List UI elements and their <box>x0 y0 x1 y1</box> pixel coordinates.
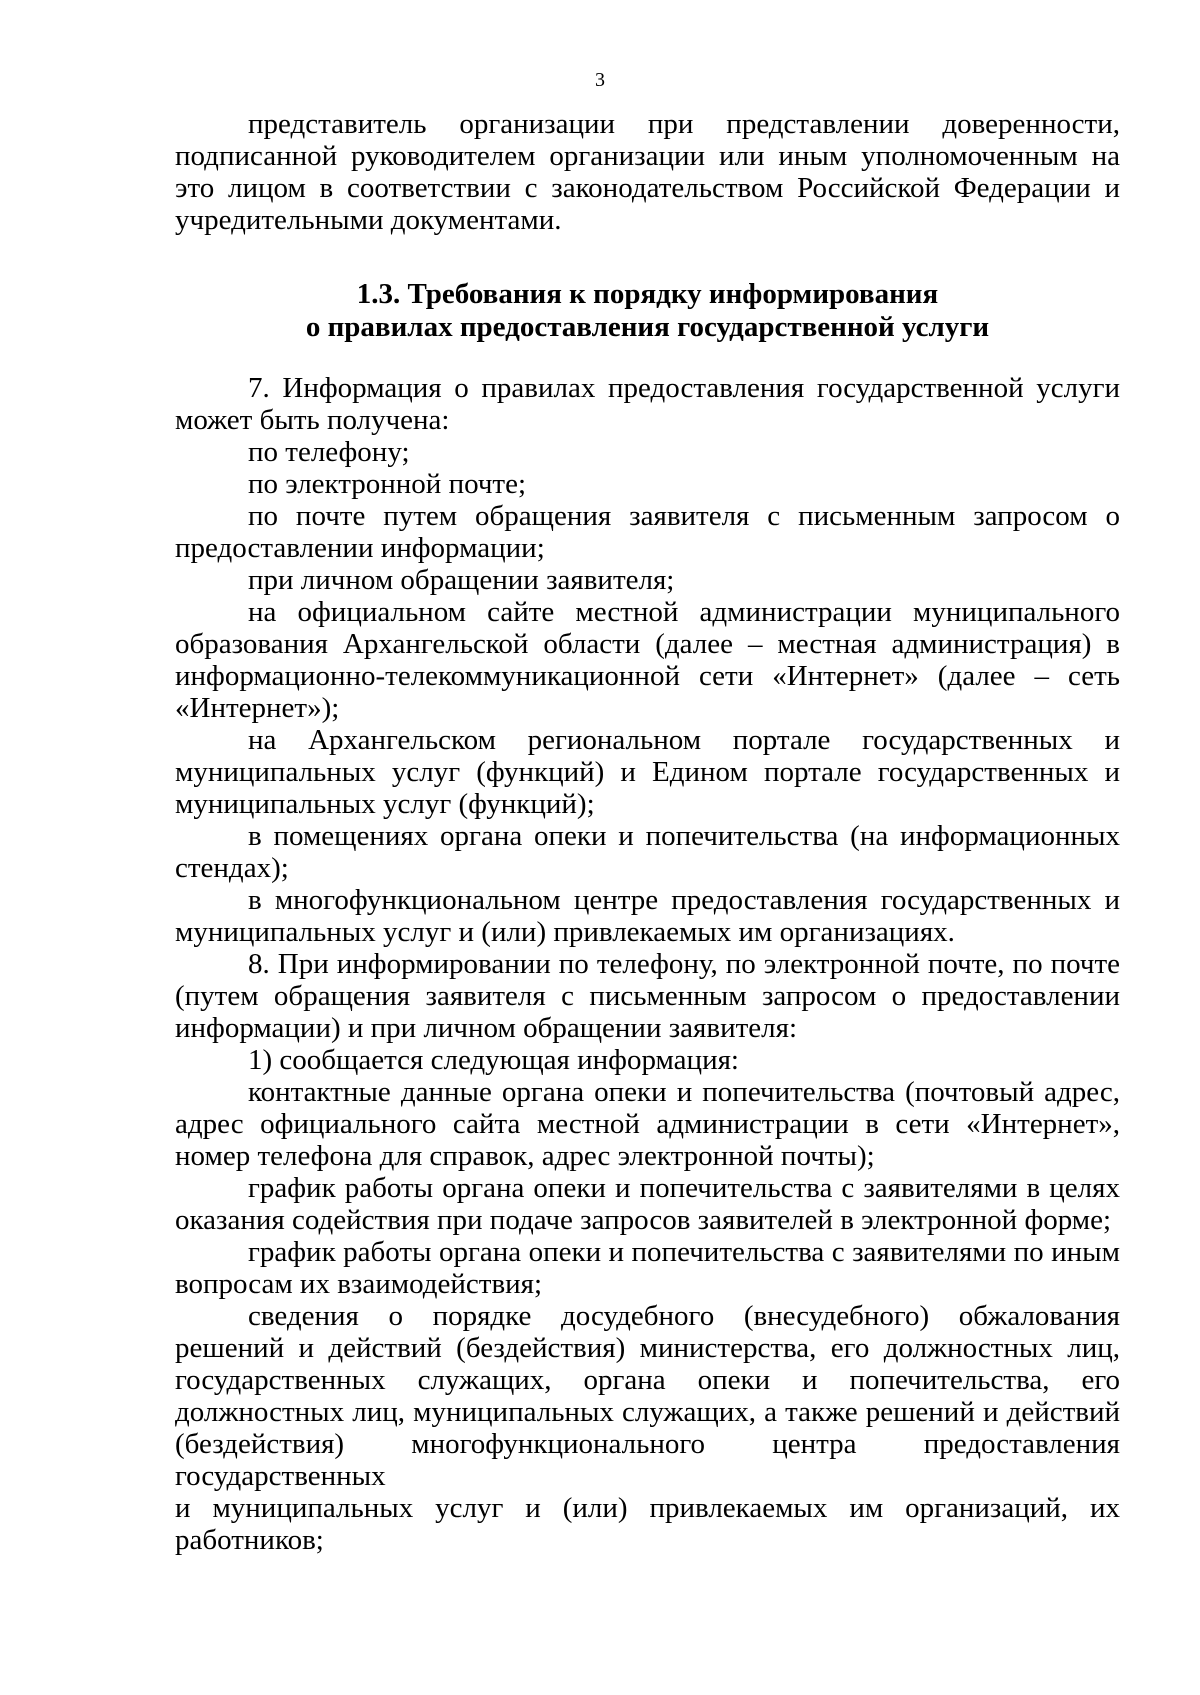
subitem-1: 1) сообщается следующая информация: <box>248 1044 739 1076</box>
list-item-personal: при личном обращении заявителя; <box>248 564 675 596</box>
section-heading-line-2: о правилах предоставления государственной услуги <box>305 311 990 343</box>
paragraph-8: 8. При информировании по телефону, по электронной почте, по почте (путем обращения заявителя с письменным запросом о предоставлении информации) и при личном обращении заявителя: <box>175 948 1120 1044</box>
list-item-portal: на Архангельском региональном портале государственных и муниципальных услуг (функций) и Едином портале государственных и муниципальных услуг (функций); <box>175 724 1120 820</box>
list-item-phone: по телефону; <box>248 436 410 468</box>
list-item-post: по почте путем обращения заявителя с письменным запросом о предоставлении информации; <box>175 500 1120 564</box>
list-item-email: по электронной почте; <box>248 468 527 500</box>
section-heading <box>175 278 1120 344</box>
list-item-schedule-electronic: график работы органа опеки и попечительства с заявителями в целях оказания содействия при подаче запросов заявителей в электронной форме; <box>175 1172 1120 1236</box>
list-item-schedule-other: график работы органа опеки и попечительства с заявителями по иным вопросам их взаимодействия; <box>175 1236 1120 1300</box>
list-item-contacts: контактные данные органа опеки и попечительства (почтовый адрес, адрес официального сайта местной администрации в сети «Интернет», номер телефона для справок, адрес электронной почты); <box>175 1076 1120 1172</box>
list-item-mfc: в многофункциональном центре предоставления государственных и муниципальных услуг и (или) привлекаемых им организациях. <box>175 884 1120 948</box>
intro-paragraph: представитель организации при представлении доверенности, подписанной руководителем организации или иным уполномоченным на это лицом в соответствии с законодательством Российской Федерации и учредительными документами. <box>175 108 1120 236</box>
list-item-appeal-info-continued: и муниципальных услуг и (или) привлекаемых им организаций, их работников; <box>175 1492 1120 1556</box>
list-item-website: на официальном сайте местной администрации муниципального образования Архангельской области (далее – местная администрация) в информационно-телекоммуникационной сети «Интернет» (далее – сеть «Интернет»); <box>175 596 1120 724</box>
section-heading-line-1: 1.3. Требования к порядку информирования <box>356 278 939 310</box>
list-item-stands: в помещениях органа опеки и попечительства (на информационных стендах); <box>175 820 1120 884</box>
body-text <box>175 372 1120 1556</box>
page-number: 3 <box>595 69 605 91</box>
intro-block <box>175 108 1120 236</box>
paragraph-7: 7. Информация о правилах предоставления государственной услуги может быть получена: <box>175 372 1120 436</box>
list-item-appeal-info: сведения о порядке досудебного (внесудебного) обжалования решений и действий (бездействия) министерства, его должностных лиц, государственных служащих, органа опеки и попечительства, его должностных лиц, муниципальных служащих, а также решений и действий (бездействия) многофункционального центра предоставления государственных <box>175 1300 1120 1492</box>
